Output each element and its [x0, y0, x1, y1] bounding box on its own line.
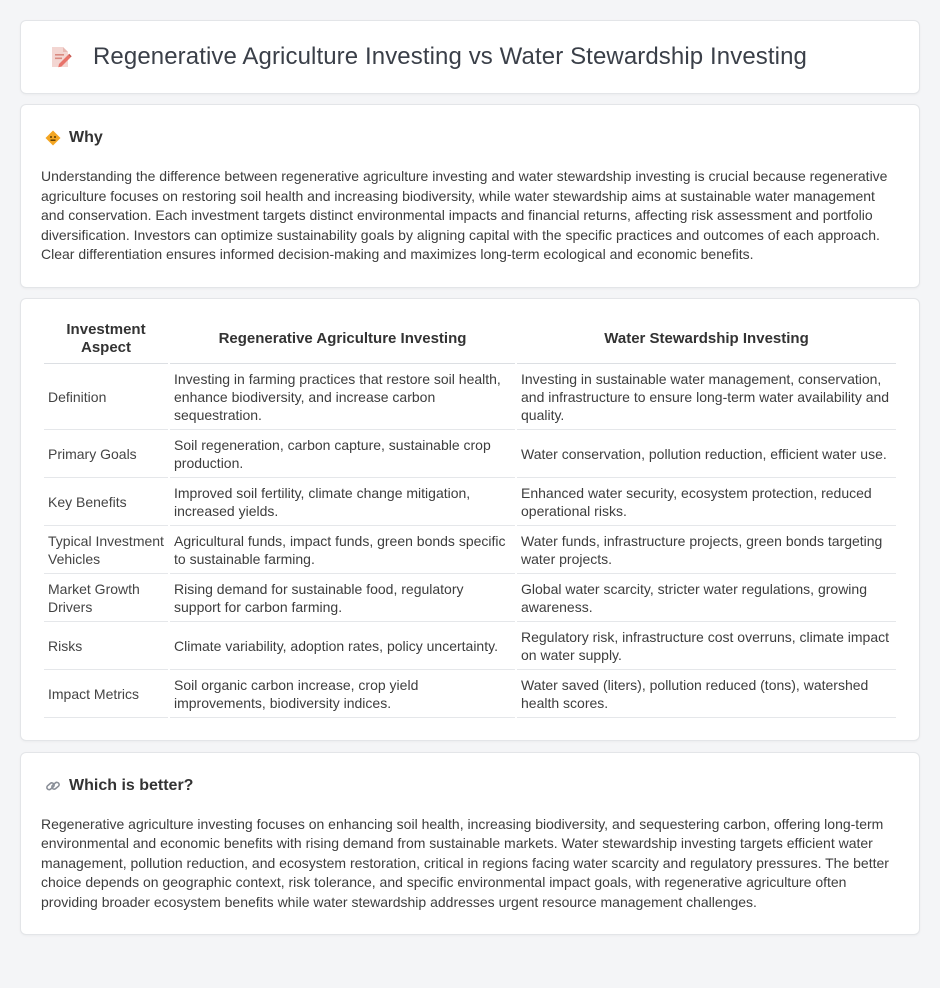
- table-cell: Improved soil fertility, climate change mitigation, increased yields.: [170, 478, 515, 526]
- column-header: Investment Aspect: [44, 321, 168, 364]
- page-header: [20, 20, 920, 94]
- table-cell: Investing in sustainable water management, conservation, and infrastructure to ensure long-term water availability and quality.: [517, 364, 896, 430]
- table-cell: Water funds, infrastructure projects, green bonds targeting water projects.: [517, 526, 896, 574]
- table-cell: Soil organic carbon increase, crop yield improvements, biodiversity indices.: [170, 670, 515, 718]
- table-header-row: [44, 321, 896, 364]
- table-cell: Investing in farming practices that restore soil health, enhance biodiversity, and increase carbon sequestration.: [170, 364, 515, 430]
- why-title: Why: [69, 129, 103, 146]
- row-label: Impact Metrics: [44, 670, 168, 718]
- table-cell: Regulatory risk, infrastructure cost overruns, climate impact on water supply.: [517, 622, 896, 670]
- row-label: Market Growth Drivers: [44, 574, 168, 622]
- table-row: [44, 526, 896, 574]
- table-cell: Soil regeneration, carbon capture, sustainable crop production.: [170, 430, 515, 478]
- table-row: [44, 478, 896, 526]
- page-title: Regenerative Agriculture Investing vs Water Stewardship Investing: [93, 43, 807, 70]
- table-cell: Rising demand for sustainable food, regulatory support for carbon farming.: [170, 574, 515, 622]
- document-edit-icon: [47, 44, 73, 70]
- table-row: [44, 622, 896, 670]
- row-label: Risks: [44, 622, 168, 670]
- table-cell: Enhanced water security, ecosystem protection, reduced operational risks.: [517, 478, 896, 526]
- which-heading: [45, 777, 899, 795]
- comparison-table: [42, 321, 898, 718]
- table-cell: Global water scarcity, stricter water regulations, growing awareness.: [517, 574, 896, 622]
- table-row: [44, 430, 896, 478]
- row-label: Definition: [44, 364, 168, 430]
- table-row: [44, 364, 896, 430]
- why-heading: [45, 129, 899, 147]
- column-header: Water Stewardship Investing: [517, 321, 896, 364]
- why-section: [20, 104, 920, 288]
- row-label: Typical Investment Vehicles: [44, 526, 168, 574]
- which-title: Which is better?: [69, 776, 194, 794]
- table-row: [44, 574, 896, 622]
- table-cell: Water saved (liters), pollution reduced (tons), watershed health scores.: [517, 670, 896, 718]
- column-header: Regenerative Agriculture Investing: [170, 321, 515, 364]
- diamond-warning-icon: [45, 130, 61, 146]
- which-section: [20, 752, 920, 936]
- table-row: [44, 670, 896, 718]
- table-cell: Water conservation, pollution reduction, efficient water use.: [517, 430, 896, 478]
- comparison-table-card: [20, 298, 920, 741]
- why-text: Understanding the difference between regenerative agriculture investing and water stewardship investing is crucial because regenerative agriculture focuses on restoring soil health and increasing biodiversity, while water stewardship aims at sustainable water management and conservation. Each investment targets distinct environmental impacts and financial returns, affecting risk assessment and portfolio diversification. Investors can optimize sustainability goals by aligning capital with the specific practices and outcomes of each approach. Clear differentiation ensures informed decision-making and maximizes long-term ecological and economic benefits.: [41, 168, 888, 262]
- table-cell: Agricultural funds, impact funds, green bonds specific to sustainable farming.: [170, 526, 515, 574]
- table-cell: Climate variability, adoption rates, policy uncertainty.: [170, 622, 515, 670]
- which-text: Regenerative agriculture investing focuses on enhancing soil health, increasing biodiversity, and sequestering carbon, offering long-term environmental and economic benefits with rising demand from sustainable markets. Water stewardship investing targets efficient water management, pollution reduction, and ecosystem restoration, critical in regions facing water scarcity and regulatory pressures. The better choice depends on geographic context, risk tolerance, and specific environmental impact goals, with regenerative agriculture often providing broader ecosystem benefits while water stewardship addresses urgent resource management challenges.: [41, 815, 889, 910]
- link-icon: [45, 778, 61, 794]
- row-label: Key Benefits: [44, 478, 168, 526]
- row-label: Primary Goals: [44, 430, 168, 478]
